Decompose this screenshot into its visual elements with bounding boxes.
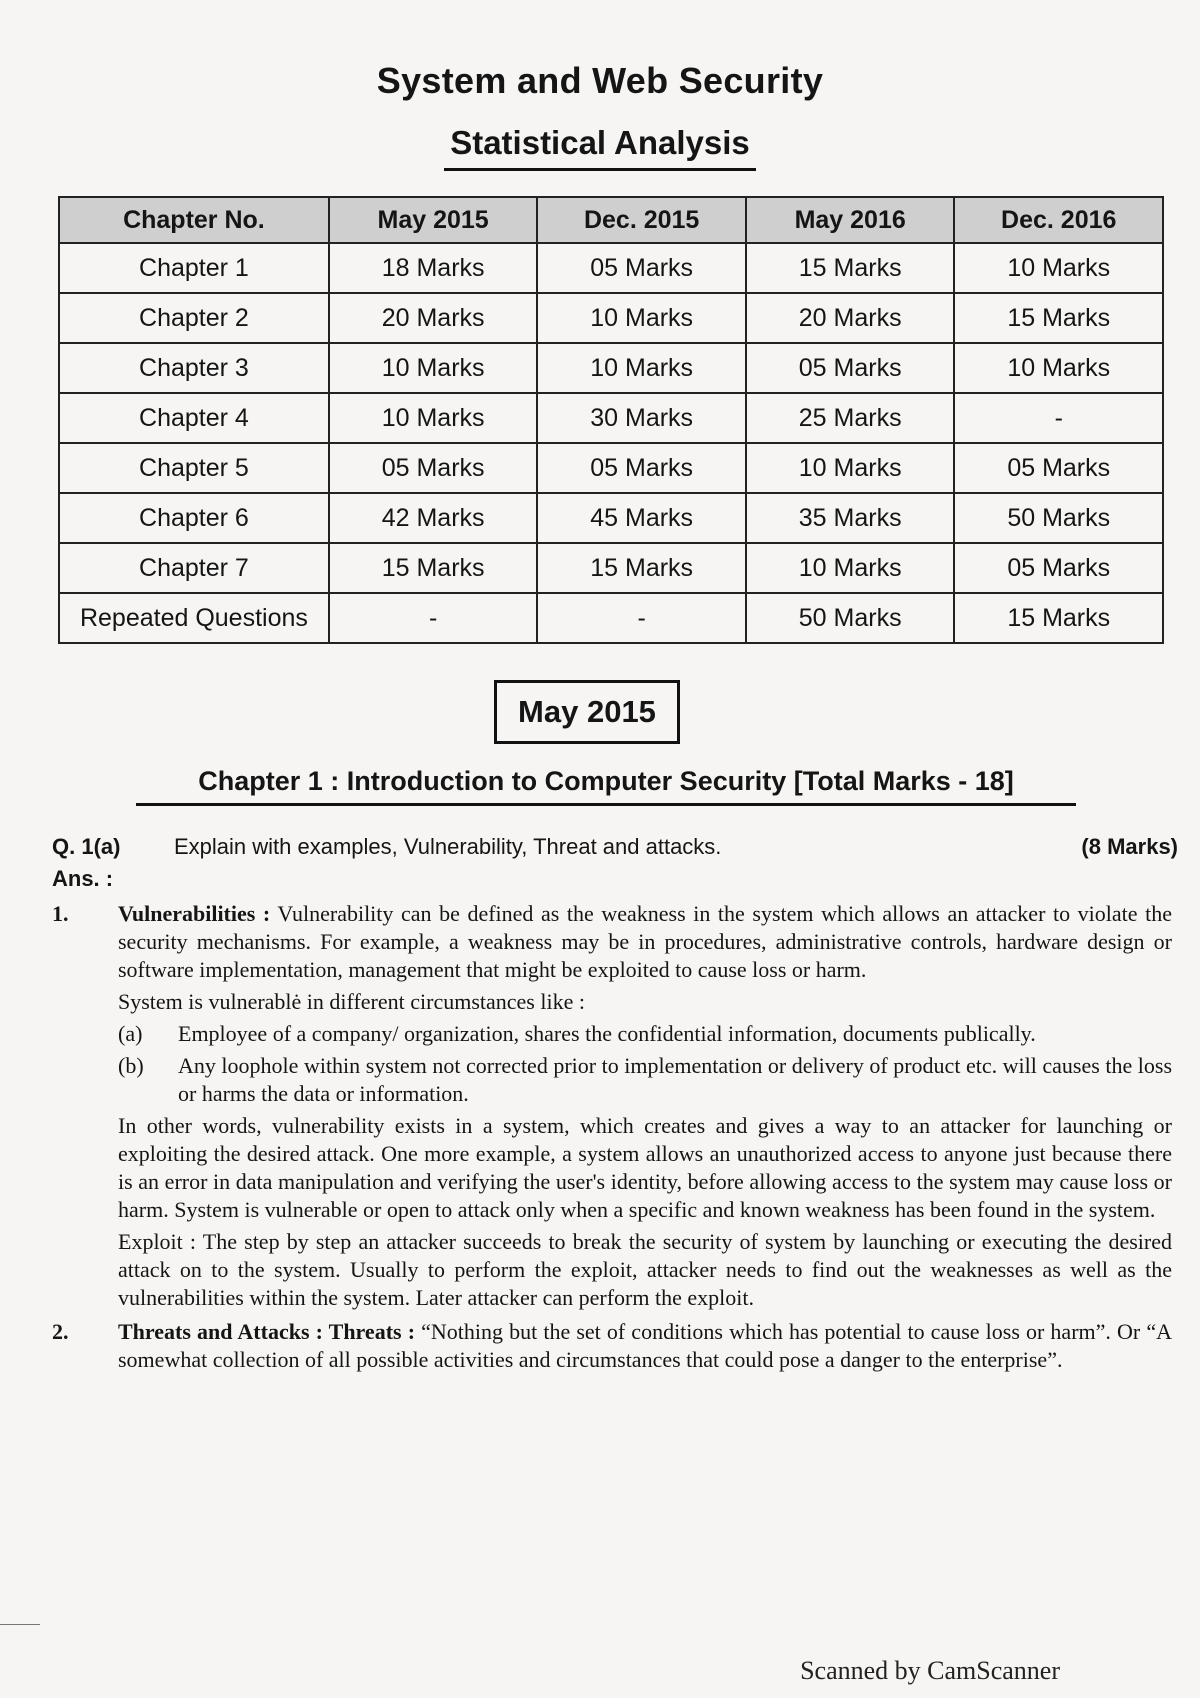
section-label-box [494,680,680,744]
table-cell: Repeated Questions [59,593,329,643]
paragraph: Exploit : The step by step an attacker succeeds to break the security of system by launching or executing the desired attack on to the system. Usually to perform the exploit, attacker needs to find out the weaknesses as well as the vulnerabilities within the system. Later attacker can perform the exploit. [118,1229,1172,1310]
table-cell: - [537,593,746,643]
table-cell: 25 Marks [746,393,955,443]
column-header-dec-2015: Dec. 2015 [537,197,746,243]
sub-item-label: (a) [118,1021,143,1046]
table-row [59,293,1163,343]
table-row [59,493,1163,543]
question-label: Q. 1(a) [52,834,121,859]
table-cell: Chapter 4 [59,393,329,443]
item-number: 2. [52,1319,69,1344]
table-cell: 05 Marks [954,443,1163,493]
paragraph: In other words, vulnerability exists in a system, which creates and gives a way to an attacker for launching or exploiting the desired attack. One more example, a system allows an unauthorized access to anyone just because there is an error in data manipulation and verifying the user's identity, before allowing access to the system may cause loss or harm. System is vulnerable or open to attack only when a specific and known weakness has been found in the system. [118,1113,1172,1222]
section-label: May 2015 [518,694,656,729]
table-cell: Chapter 2 [59,293,329,343]
table-cell: 05 Marks [329,443,538,493]
table-cell: 15 Marks [746,243,955,293]
table-row [59,393,1163,443]
table-cell: 18 Marks [329,243,538,293]
question-marks: (8 Marks) [1081,834,1178,859]
column-header-may-2016: May 2016 [746,197,955,243]
table-cell: 10 Marks [746,543,955,593]
table-cell: 10 Marks [329,343,538,393]
chapter-heading: Chapter 1 : Introduction to Computer Security [Total Marks - 18] [136,766,1076,806]
column-header-dec-2016: Dec. 2016 [954,197,1163,243]
table-cell: 05 Marks [537,443,746,493]
table-cell: 45 Marks [537,493,746,543]
table-cell: 50 Marks [746,593,955,643]
table-cell: 15 Marks [954,593,1163,643]
footer-rule [0,1624,40,1625]
table-cell: Chapter 3 [59,343,329,393]
document-subtitle [0,124,1200,171]
table-cell: 10 Marks [746,443,955,493]
table-row [59,543,1163,593]
table-header-row [59,197,1163,243]
table-cell: 50 Marks [954,493,1163,543]
table-cell: - [954,393,1163,443]
table-cell: Chapter 5 [59,443,329,493]
table-row [59,593,1163,643]
column-header-may-2015: May 2015 [329,197,538,243]
column-header-chapter: Chapter No. [59,197,329,243]
answer-item-1 [52,900,1172,984]
item-heading: Vulnerabilities : [118,901,271,926]
table-cell: 05 Marks [746,343,955,393]
subtitle-text: Statistical Analysis [444,124,756,171]
table-cell: Chapter 6 [59,493,329,543]
item-text: Vulnerability can be defined as the weakness in the system which allows an attacker to violate the security mechanisms. For example, a weakness may be in procedures, administrative controls, hardware design or software implementation, management that might be exploited to cause loss or harm. [118,901,1172,982]
table-cell: 15 Marks [954,293,1163,343]
answer-body [52,900,1172,1378]
question-text: Explain with examples, Vulnerability, Threat and attacks. [174,834,722,859]
table-cell: 30 Marks [537,393,746,443]
item-heading: Threats and Attacks : Threats : [118,1319,416,1344]
table-cell: 10 Marks [329,393,538,443]
table-cell: 15 Marks [329,543,538,593]
table-cell: 15 Marks [537,543,746,593]
item-text: “Nothing but the set of conditions which has potential to cause loss or harm”. Or “A somewhat collection of all possible activities and circumstances that could pose a danger to the enterprise”. [118,1319,1172,1372]
table-cell: 35 Marks [746,493,955,543]
table-row [59,343,1163,393]
statistics-table [58,196,1164,644]
table-cell: Chapter 1 [59,243,329,293]
sub-item-text: Employee of a company/ organization, shares the confidential information, documents publically. [178,1021,1036,1046]
answer-label: Ans. : [52,866,114,891]
table-cell: 42 Marks [329,493,538,543]
table-row [59,443,1163,493]
sub-item-b [52,1052,1172,1108]
table-cell: 05 Marks [954,543,1163,593]
sub-item-label: (b) [118,1053,144,1078]
sub-item-a [52,1020,1172,1048]
table-cell: 05 Marks [537,243,746,293]
item-intro: System is vulnerablė in different circumstances like : [118,989,585,1014]
table-cell: 10 Marks [954,343,1163,393]
table-cell: Chapter 7 [59,543,329,593]
table-cell: - [329,593,538,643]
table-cell: 20 Marks [746,293,955,343]
table-cell: 10 Marks [537,293,746,343]
table-cell: 10 Marks [537,343,746,393]
table-cell: 20 Marks [329,293,538,343]
table-cell: 10 Marks [954,243,1163,293]
sub-item-text: Any loophole within system not corrected prior to implementation or delivery of product etc. will causes the loss or harms the data or information. [178,1053,1172,1106]
item-number: 1. [52,901,69,926]
document-title: System and Web Security [376,60,824,101]
scanner-watermark: Scanned by CamScanner [800,1656,1060,1685]
answer-item-2 [52,1318,1172,1374]
table-row [59,243,1163,293]
